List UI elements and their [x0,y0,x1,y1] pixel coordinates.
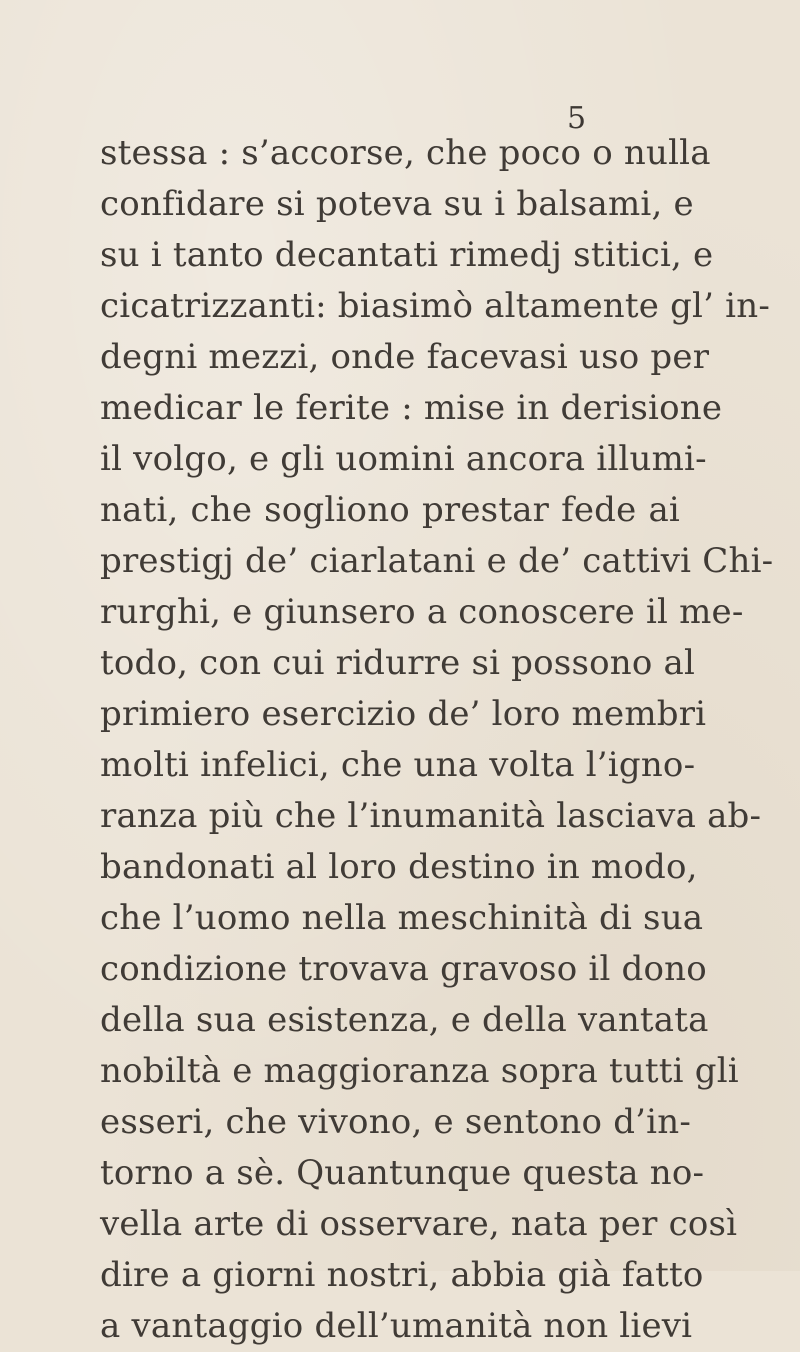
text-line: todo, con cui ridurre si possono al [100,643,696,683]
text-line: il volgo, e gli uomini ancora illumi- [100,439,707,479]
text-line: stessa : s’accorse, che poco o nulla [100,133,711,173]
text-line: primiero esercizio de’ loro membri [100,694,707,734]
text-line: prestigj de’ ciarlatani e de’ cattivi Chi- [100,541,774,581]
text-line: rurghi, e giunsero a conoscere il me- [100,592,744,632]
text-line: confidare si poteva su i balsami, e [100,184,694,224]
text-line: dire a giorni nostri, abbia già fatto [100,1255,704,1295]
page-number: 5 [567,101,587,136]
text-line: torno a sè. Quantunque questa no- [100,1153,705,1193]
text-line: a vantaggio dell’umanità non lievi [100,1306,693,1346]
text-line: cicatrizzanti: biasimò altamente gl’ in- [100,286,771,326]
text-line: medicar le ferite : mise in derisione [100,388,723,428]
text-line: che l’uomo nella meschinità di sua [100,898,704,938]
text-line: nobiltà e maggioranza sopra tutti gli [100,1051,739,1091]
text-line: condizione trovava gravoso il dono [100,949,707,989]
body-text [100,128,774,1352]
text-line: vella arte di osservare, nata per così [100,1204,738,1244]
text-line: della sua esistenza, e della vantata [100,1000,709,1040]
text-line: su i tanto decantati rimedj stitici, e [100,235,714,275]
text-line: esseri, che vivono, e sentono d’in- [100,1102,692,1142]
text-line: bandonati al loro destino in modo, [100,847,698,887]
text-line: ranza più che l’inumanità lasciava ab- [100,796,762,836]
text-line: molti infelici, che una volta l’igno- [100,745,696,785]
text-line: nati, che sogliono prestar fede ai [100,490,680,530]
text-line: degni mezzi, onde facevasi uso per [100,337,710,377]
